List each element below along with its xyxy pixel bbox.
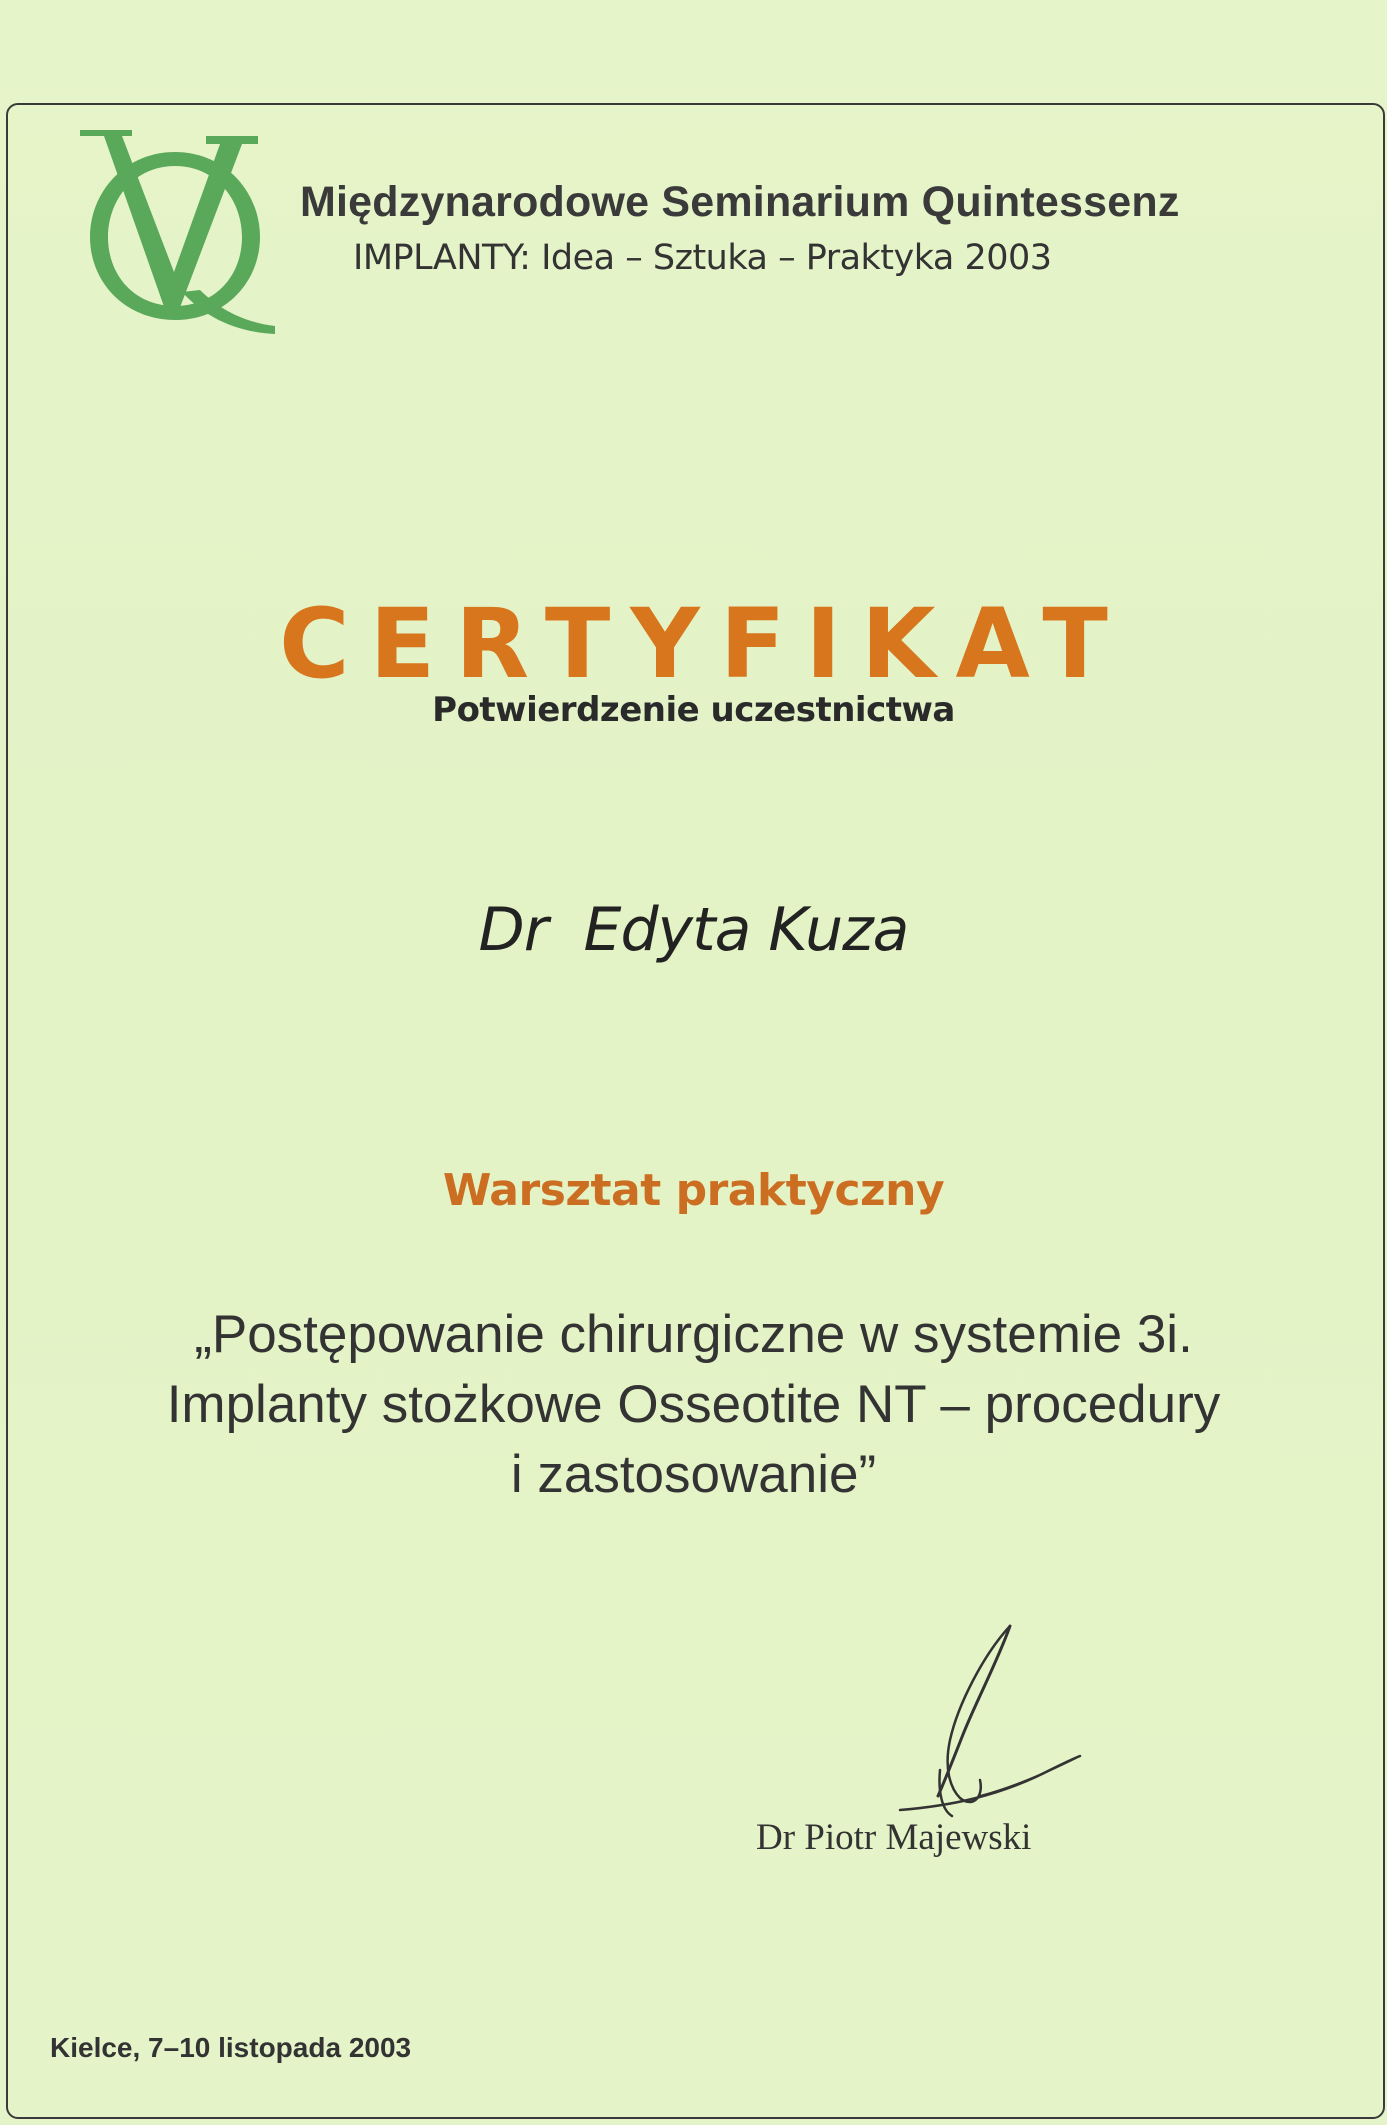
workshop-label: Warsztat praktyczny bbox=[442, 1165, 945, 1216]
workshop-title-line: Implanty stożkowe Osseotite NT – procedury bbox=[166, 1375, 1221, 1434]
place-and-date: Kielce, 7–10 listopada 2003 bbox=[50, 2032, 412, 2063]
certificate-subtitle: Potwierdzenie uczestnictwa bbox=[432, 690, 955, 730]
event-name: IMPLANTY: Idea – Sztuka – Praktyka 2003 bbox=[353, 238, 1052, 278]
signatory-name: Dr Piotr Majewski bbox=[756, 1817, 1032, 1858]
workshop-title-line: i zastosowanie” bbox=[510, 1445, 877, 1504]
workshop-title-line: „Postępowanie chirurgiczne w systemie 3i. bbox=[194, 1305, 1193, 1364]
certificate-border bbox=[6, 103, 1385, 2119]
certificate-title: CERTYFIKAT bbox=[279, 588, 1128, 700]
recipient-name: Dr Edyta Kuza bbox=[478, 895, 909, 965]
handwritten-signature-icon bbox=[880, 1620, 1090, 1830]
workshop-title bbox=[0, 1300, 1387, 1510]
quintessenz-logo-icon bbox=[70, 122, 280, 337]
organization-name: Międzynarodowe Seminarium Quintessenz bbox=[300, 178, 1180, 226]
